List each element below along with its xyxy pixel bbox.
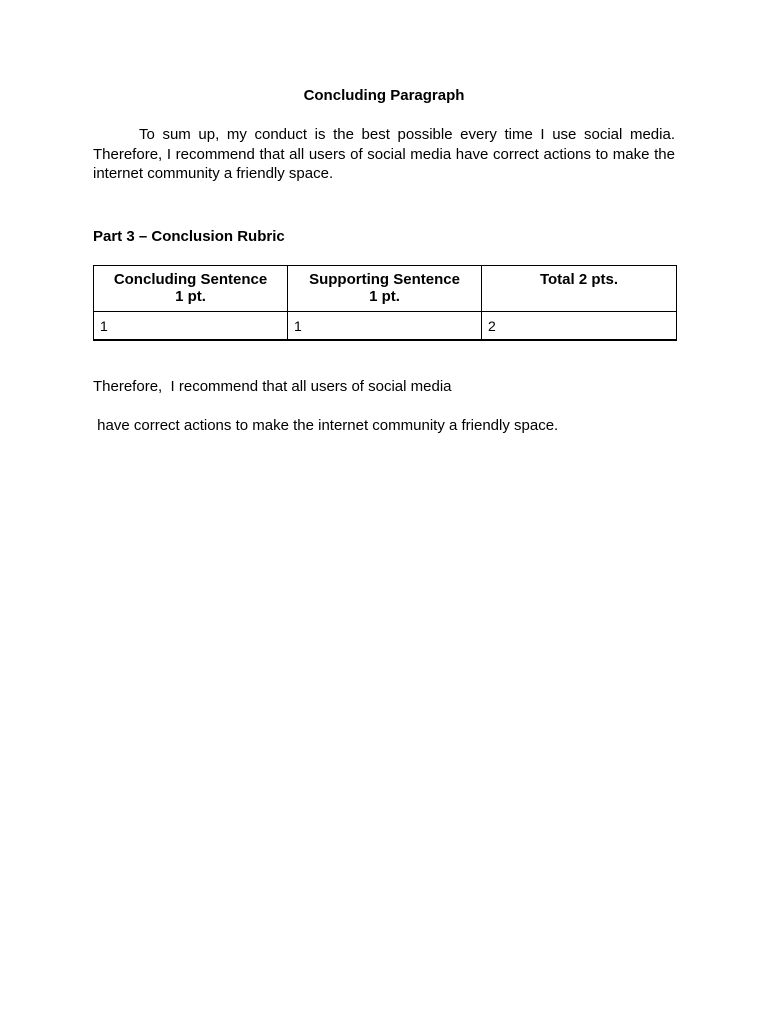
rubric-header-total xyxy=(482,266,677,312)
rubric-score-concluding: 1 xyxy=(94,312,288,340)
closing-line-2: have correct actions to make the internet community a friendly space. xyxy=(93,417,559,434)
document-title: Concluding Paragraph xyxy=(303,87,465,104)
rubric-header-label: Concluding Sentence xyxy=(113,271,268,288)
closing-line-1: Therefore, I recommend that all users of social media xyxy=(93,378,452,395)
rubric-score-row xyxy=(94,312,677,340)
rubric-header-points: 1 pt. xyxy=(369,288,400,305)
rubric-score-total: 2 xyxy=(482,312,677,340)
rubric-header-concluding-sentence xyxy=(94,266,288,312)
rubric-header-row xyxy=(94,266,677,312)
section-heading: Part 3 – Conclusion Rubric xyxy=(93,228,285,245)
concluding-paragraph: To sum up, my conduct is the best possible every time I use social media. Therefore, I recommend that all users of social media have correct actions to make the internet community a friendly space. xyxy=(93,126,675,182)
rubric-header-label: Total 2 pts. xyxy=(539,271,619,288)
rubric-table xyxy=(93,265,677,341)
rubric-header-label: Supporting Sentence xyxy=(309,271,460,288)
rubric-header-points: 1 pt. xyxy=(175,288,206,305)
rubric-score-supporting: 1 xyxy=(288,312,482,340)
rubric-header-supporting-sentence xyxy=(288,266,482,312)
